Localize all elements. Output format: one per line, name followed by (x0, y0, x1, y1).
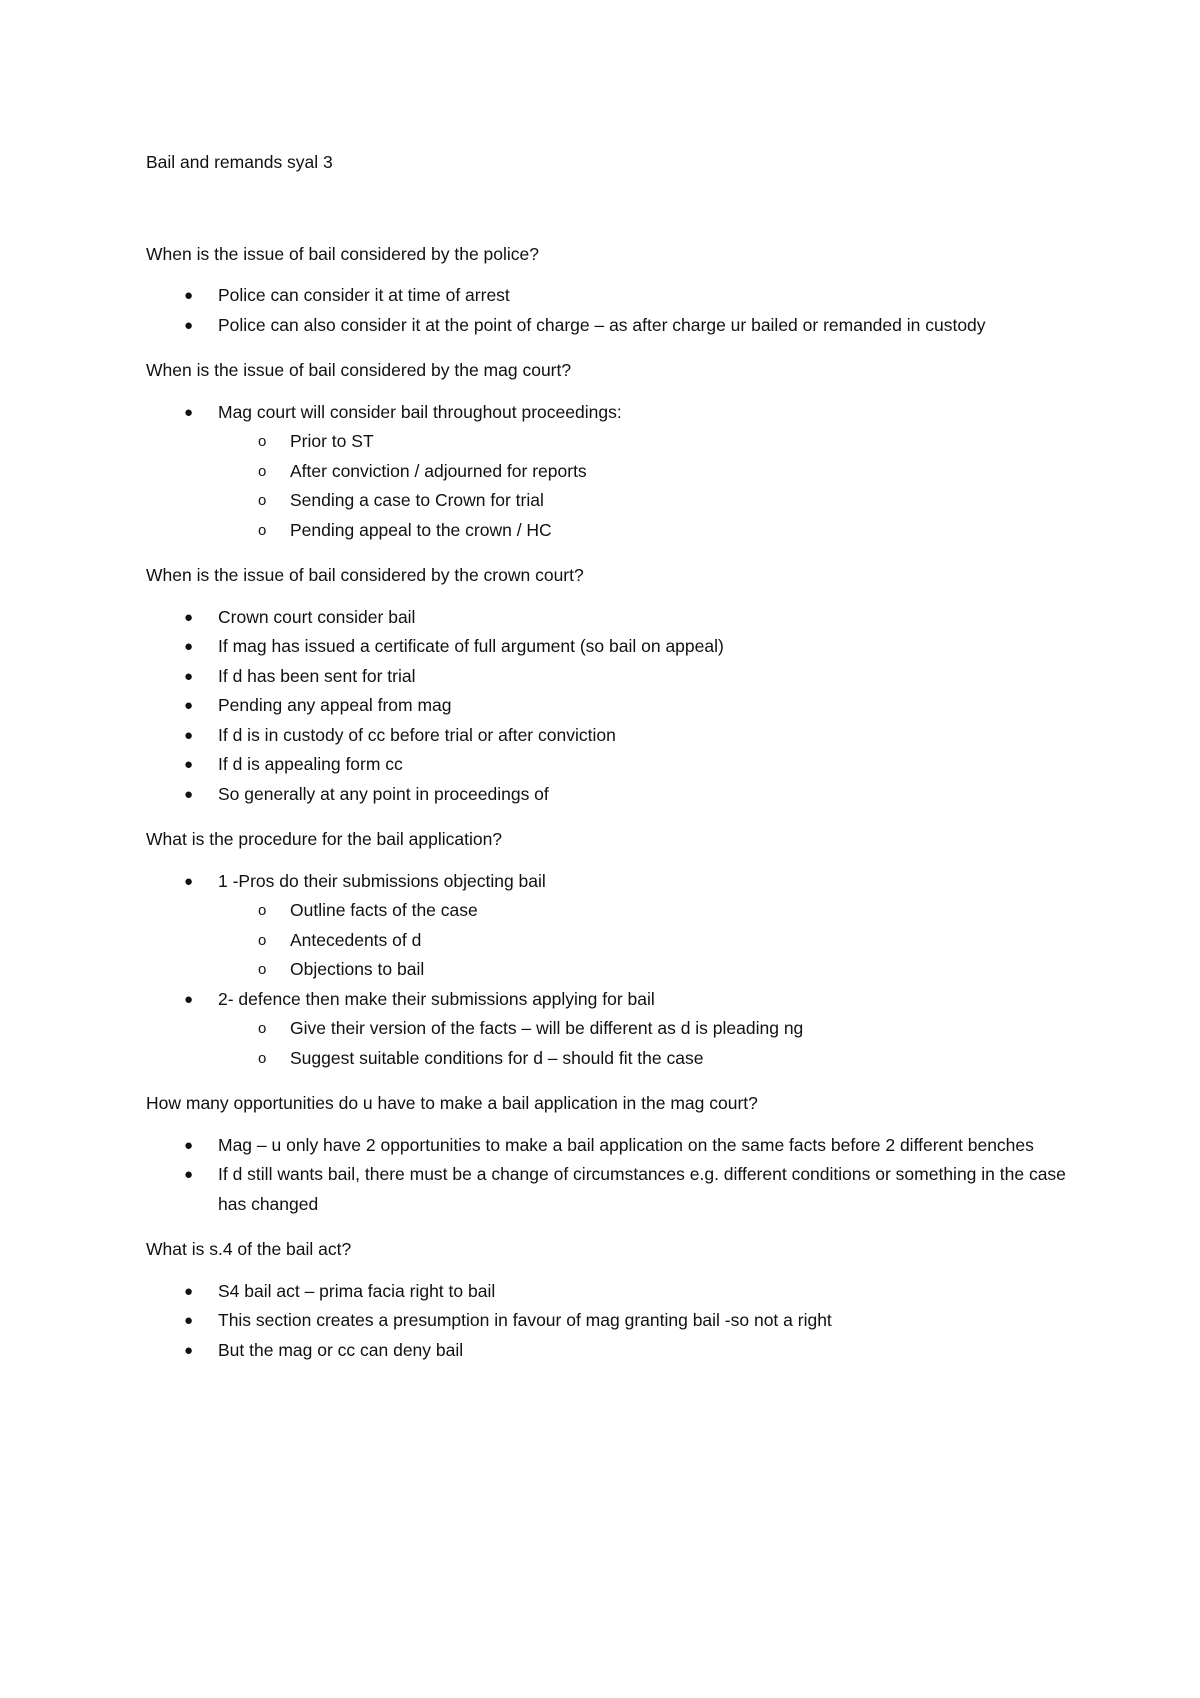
list-item-text: If mag has issued a certificate of full argument (so bail on appeal) (218, 636, 724, 656)
bullet-icon: ● (184, 316, 194, 334)
sub-list-item-text: Objections to bail (290, 959, 425, 979)
list-item (146, 750, 1066, 780)
bullet-list (146, 867, 1066, 1074)
section-question: When is the issue of bail considered by the mag court? (146, 360, 572, 380)
list-item-text: Police can consider it at time of arrest (218, 285, 510, 305)
bullet-icon: ● (184, 403, 194, 421)
hollow-bullet-icon: o (258, 521, 267, 539)
sub-list-item-text: Give their version of the facts – will be different as d is pleading ng (290, 1018, 804, 1038)
list-item (146, 662, 1066, 692)
document-body (146, 148, 1066, 1381)
list-item-text: But the mag or cc can deny bail (218, 1339, 464, 1360)
list-item-text: Pending any appeal from mag (218, 695, 452, 715)
sub-list-item (218, 955, 1066, 985)
list-item (146, 985, 1066, 1074)
list-item-text: S4 bail act – prima facia right to bail (218, 1280, 496, 1301)
hollow-bullet-icon: o (258, 462, 267, 480)
list-item-text: If d is in custody of cc before trial or after conviction (218, 724, 616, 745)
sub-list-item-text: Suggest suitable conditions for d – should fit the case (290, 1047, 704, 1068)
list-item-text: If d is appealing form cc (218, 754, 403, 774)
sub-list-item (218, 427, 1066, 457)
bullet-icon: ● (184, 608, 194, 626)
list-item (146, 603, 1066, 633)
sub-list-item (218, 516, 1066, 546)
list-item-text: Police can also consider it at the point of charge – as after charge ur bailed or remanded in custody (218, 314, 986, 335)
bullet-icon: ● (184, 726, 194, 744)
hollow-bullet-icon: o (258, 1049, 267, 1067)
list-item-text: If d has been sent for trial (218, 665, 416, 686)
list-item-text: 2- defence then make their submissions applying for bail (218, 988, 655, 1009)
bullet-list (146, 603, 1066, 810)
bullet-list (146, 398, 1066, 546)
section-question: How many opportunities do u have to make a bail application in the mag court? (146, 1093, 758, 1113)
sub-list-item-text: Pending appeal to the crown / HC (290, 519, 552, 540)
list-item-text: So generally at any point in proceedings of (218, 783, 549, 804)
list-item (146, 1131, 1066, 1161)
bullet-icon: ● (184, 785, 194, 803)
list-item (146, 1277, 1066, 1307)
sub-bullet-list (218, 896, 1066, 985)
bullet-icon: ● (184, 990, 194, 1008)
hollow-bullet-icon: o (258, 902, 267, 919)
hollow-bullet-icon: o (258, 433, 267, 450)
list-item-text: If d still wants bail, there must be a change of circumstances e.g. different conditions or something in the case has changed (218, 1164, 1066, 1214)
sub-list-item (218, 486, 1066, 516)
sub-list-item-text: Prior to ST (290, 431, 374, 451)
bullet-icon: ● (184, 667, 194, 685)
list-item (146, 1336, 1066, 1366)
bullet-icon: ● (184, 1312, 194, 1329)
bullet-list (146, 1131, 1066, 1220)
list-item (146, 632, 1066, 662)
bullet-list (146, 1277, 1066, 1366)
sub-bullet-list (218, 1014, 1066, 1073)
hollow-bullet-icon: o (258, 931, 267, 949)
bullet-icon: ● (184, 1166, 194, 1183)
bullet-list (146, 281, 1066, 340)
list-item-text: Mag – u only have 2 opportunities to make a bail application on the same facts before 2 different benches (218, 1134, 1034, 1155)
list-item (146, 1160, 1066, 1219)
bullet-icon: ● (184, 638, 194, 655)
list-item (146, 398, 1066, 546)
hollow-bullet-icon: o (258, 1020, 267, 1037)
document-title: Bail and remands syal 3 (146, 152, 333, 172)
sub-list-item-text: Sending a case to Crown for trial (290, 490, 544, 510)
sub-list-item-text: After conviction / adjourned for reports (290, 460, 587, 481)
sub-list-item (218, 926, 1066, 956)
sub-list-item-text: Antecedents of d (290, 929, 422, 950)
section-question: When is the issue of bail considered by the crown court? (146, 565, 584, 585)
sub-list-item (218, 1014, 1066, 1044)
hollow-bullet-icon: o (258, 961, 267, 978)
bullet-icon: ● (184, 1341, 194, 1359)
bullet-icon: ● (184, 756, 194, 773)
list-item (146, 721, 1066, 751)
list-item-text: Mag court will consider bail throughout proceedings: (218, 401, 622, 422)
sub-list-item (218, 896, 1066, 926)
section-question: What is the procedure for the bail application? (146, 829, 503, 849)
bullet-icon: ● (184, 287, 194, 304)
section-question: When is the issue of bail considered by the police? (146, 243, 540, 264)
list-item (146, 867, 1066, 985)
bullet-icon: ● (184, 872, 194, 890)
list-item (146, 780, 1066, 810)
list-item-text: 1 -Pros do their submissions objecting bail (218, 870, 546, 891)
sub-list-item (218, 457, 1066, 487)
section-question: What is s.4 of the bail act? (146, 1239, 352, 1259)
list-item-text: This section creates a presumption in favour of mag granting bail -so not a right (218, 1310, 832, 1330)
list-item-text: Crown court consider bail (218, 606, 416, 627)
bullet-icon: ● (184, 697, 194, 714)
sub-list-item (218, 1044, 1066, 1074)
list-item (146, 691, 1066, 721)
bullet-icon: ● (184, 1136, 194, 1154)
hollow-bullet-icon: o (258, 492, 267, 509)
bullet-icon: ● (184, 1282, 194, 1300)
list-item (146, 311, 1066, 341)
list-item (146, 281, 1066, 311)
list-item (146, 1306, 1066, 1336)
sub-bullet-list (218, 427, 1066, 545)
sub-list-item-text: Outline facts of the case (290, 900, 478, 920)
